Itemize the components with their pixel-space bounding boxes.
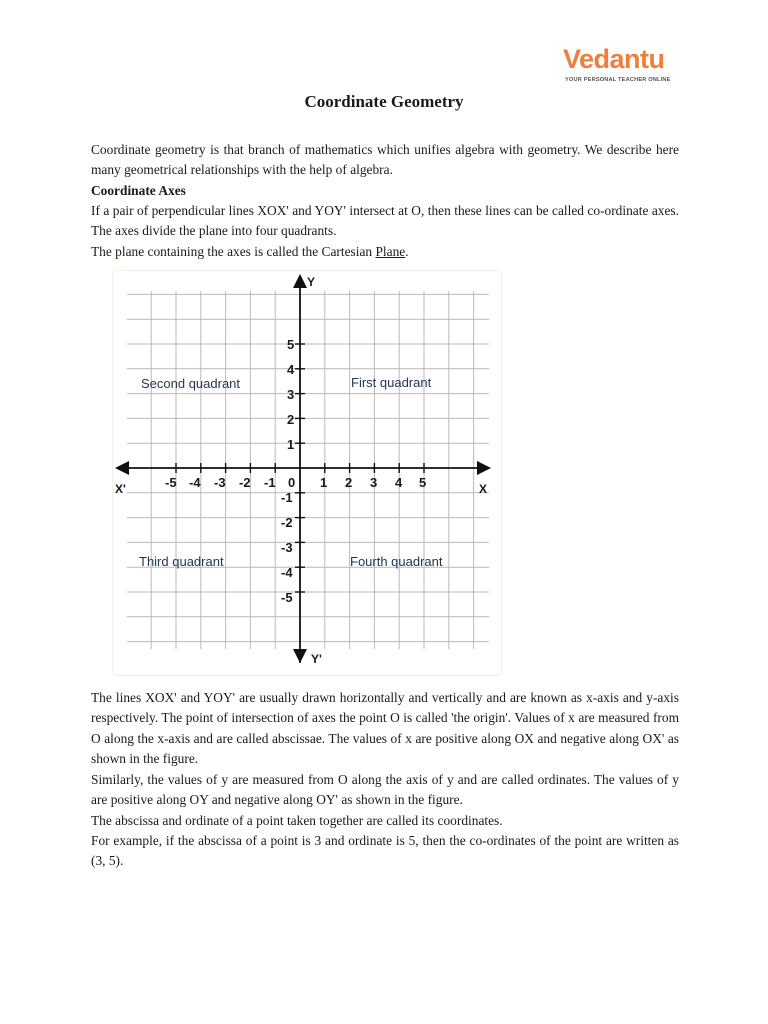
x-negative-arrow-icon <box>115 461 129 475</box>
axes-paragraph: If a pair of perpendicular lines XOX' and YOY' intersect at O, then these lines can be called co-ordinate axes. The axes divide the plane into four quadrants. <box>91 203 679 239</box>
cartesian-plane-svg <box>113 271 501 675</box>
y-tick-label: 2 <box>287 412 295 427</box>
x-tick-label: 5 <box>419 475 427 490</box>
cartesian-plane-figure <box>112 270 502 676</box>
page-title: Coordinate Geometry <box>304 92 464 111</box>
section-heading: Coordinate Axes <box>91 183 186 198</box>
axes-description-paragraph: The lines XOX' and YOY' are usually drawn horizontally and vertically and are known as x-axis and y-axis respectively. The point of intersection of axes the point O is called 'the origin'. Values of x are measured from O along the x-axis and are called abscissae. The values of x are positive along OX and negative along OX' as shown in the figure. <box>91 690 679 767</box>
y-tick-label: -5 <box>281 590 293 605</box>
x-tick-label: -1 <box>264 475 276 490</box>
x-positive-arrow-icon <box>477 461 491 475</box>
intro-paragraph: Coordinate geometry is that branch of mathematics which unifies algebra with geometry. We describe here many geometrical relationships with the help of algebra. <box>91 142 679 178</box>
plane-paragraph <box>91 242 679 262</box>
example-paragraph: For example, if the abscissa of a point is 3 and ordinate is 5, then the co-ordinates of the point are written as (3, 5). <box>91 833 679 869</box>
x-tick-label: 2 <box>345 475 353 490</box>
x-negative-axis-label: X' <box>115 482 126 496</box>
y-tick-label: -3 <box>281 540 293 555</box>
logo-wordmark: Vedantu <box>563 44 665 74</box>
ordinates-paragraph: Similarly, the values of y are measured from O along the axis of y and are called ordinates. The values of y are positive along OY and negative along OY' as shown in the figure. <box>91 772 679 808</box>
x-tick-label: -3 <box>214 475 226 490</box>
y-tick-label: 3 <box>287 387 295 402</box>
y-tick-label: -1 <box>281 490 293 505</box>
y-tick-label: 4 <box>287 362 295 377</box>
third-quadrant-label: Third quadrant <box>139 554 224 569</box>
plane-text: The plane containing the axes is called the Cartesian <box>91 244 376 259</box>
y-tick-label: 1 <box>287 437 295 452</box>
x-positive-axis-label: X <box>479 482 488 496</box>
fourth-quadrant-label: Fourth quadrant <box>350 554 443 569</box>
logo-tagline: YOUR PERSONAL TEACHER ONLINE <box>565 77 671 83</box>
second-quadrant-label: Second quadrant <box>141 376 241 391</box>
y-negative-arrow-icon <box>293 649 307 663</box>
plane-text-end: . <box>405 244 409 259</box>
x-tick-label: 4 <box>395 475 403 490</box>
y-positive-arrow-icon <box>293 274 307 288</box>
grid-lines <box>127 291 489 649</box>
x-tick-label: 3 <box>370 475 378 490</box>
x-tick-label: 1 <box>320 475 328 490</box>
origin-label: 0 <box>288 475 296 490</box>
y-tick-label: -4 <box>281 565 293 580</box>
y-tick-label: -2 <box>281 515 293 530</box>
plane-link[interactable]: Plane <box>375 244 406 259</box>
x-tick-label: -5 <box>165 475 177 490</box>
x-tick-label: -4 <box>189 475 201 490</box>
y-positive-axis-label: Y <box>307 275 316 289</box>
x-tick-label: -2 <box>239 475 251 490</box>
y-negative-axis-label: Y' <box>311 652 322 666</box>
y-tick-label: 5 <box>287 337 295 352</box>
coordinates-paragraph: The abscissa and ordinate of a point taken together are called its coordinates. <box>91 813 503 828</box>
vedantu-logo <box>563 44 681 88</box>
first-quadrant-label: First quadrant <box>351 375 432 390</box>
